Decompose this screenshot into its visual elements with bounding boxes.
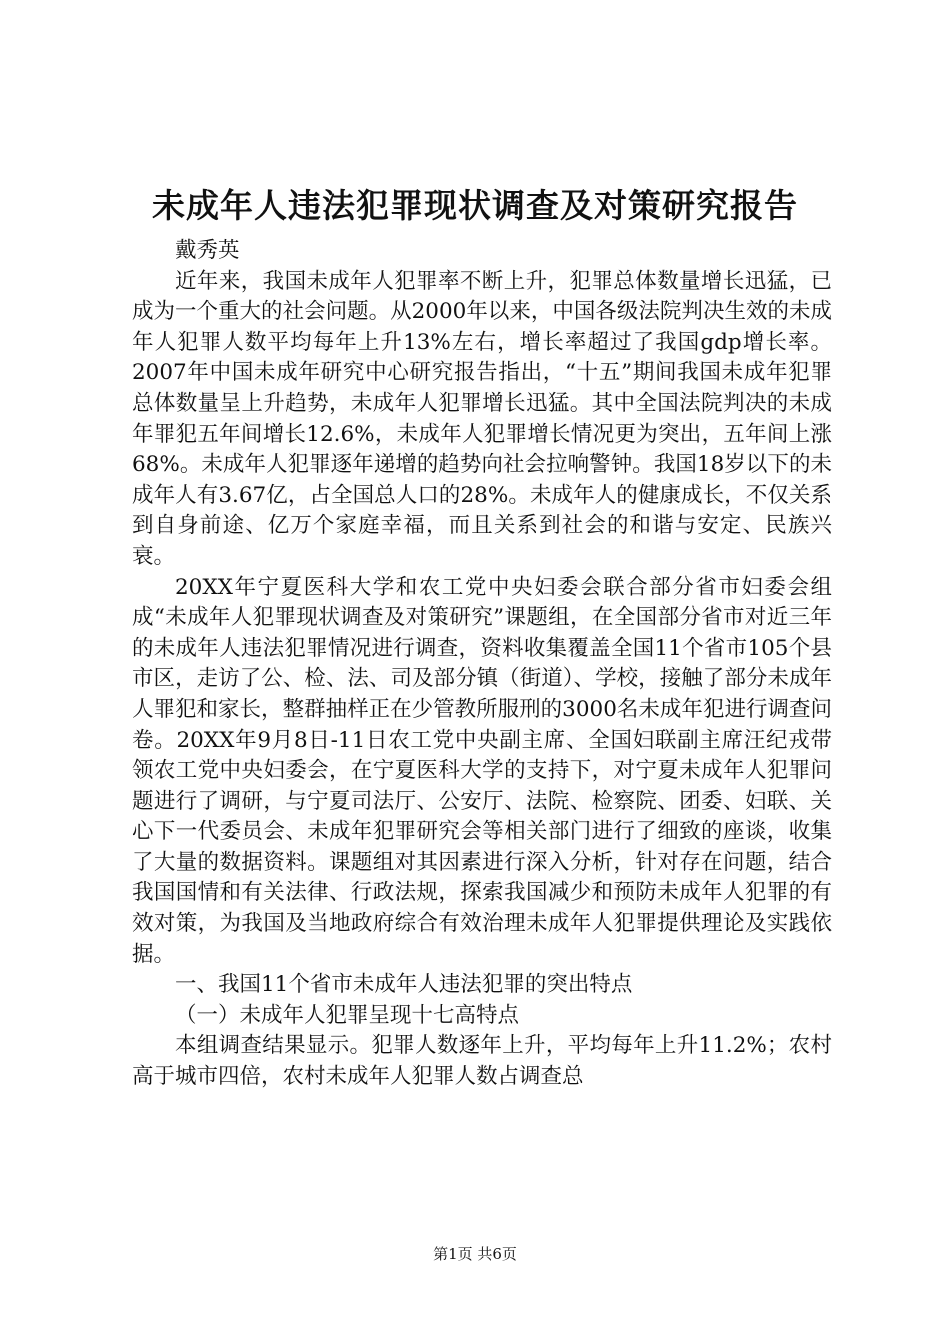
page-indicator: 第1页 共6页 [433,1245,517,1263]
document-body [132,236,832,1093]
paragraph-intro: 近年来，我国未成年人犯罪率不断上升，犯罪总体数量增长迅猛，已成为一个重大的社会问题。从2000年以来，中国各级法院判决生效的未成年人犯罪人数平均每年上升13%左右，增长率超过了我国gdp增长率。2007年中国未成年研究中心研究报告指出，“十五”期间我国未成年犯罪总体数量呈上升趋势，未成年人犯罪增长迅猛。其中全国法院判决的未成年罪犯五年间增长12.6%，未成年人犯罪增长情况更为突出，五年间上涨68%。未成年人犯罪逐年递增的趋势向社会拉响警钟。我国18岁以下的未成年人有3.67亿，占全国总人口的28%。未成年人的健康成长，不仅关系到自身前途、亿万个家庭幸福，而且关系到社会的和谐与安定、民族兴衰。 [132,268,832,569]
paragraph-survey: 20XX年宁夏医科大学和农工党中央妇委会联合部分省市妇委会组成“未成年人犯罪现状调查及对策研究”课题组，在全国部分省市对近三年的未成年人违法犯罪情况进行调查，资料收集覆盖全国11个省市105个县市区，走访了公、检、法、司及部分镇（街道）、学校，接触了部分未成年人罪犯和家长，整群抽样正在少管教所服刑的3000名未成年犯进行调查问卷。20XX年9月8日-11日农工党中央副主席、全国妇联副主席汪纪戎带领农工党中央妇委会，在宁夏医科大学的支持下，对宁夏未成年人犯罪问题进行了调研，与宁夏司法厅、公安厅、法院、检察院、团委、妇联、关心下一代委员会、未成年犯罪研究会等相关部门进行了细致的座谈，收集了大量的数据资料。课题组对其因素进行深入分析，针对存在问题，结合我国国情和有关法律、行政法规，探索我国减少和预防未成年人犯罪的有效对策，为我国及当地政府综合有效治理未成年人犯罪提供理论及实践依据。 [132,574,832,967]
document-title: 未成年人违法犯罪现状调查及对策研究报告 [152,186,798,225]
subsection-heading: （一）未成年人犯罪呈现十七高特点 [175,1002,520,1028]
paragraph-results: 本组调查结果显示。犯罪人数逐年上升，平均每年上升11.2%；农村高于城市四倍，农村未成年人犯罪人数占调查总 [132,1033,832,1090]
section-heading: 一、我国11个省市未成年人违法犯罪的突出特点 [175,972,633,998]
author-name: 戴秀英 [175,238,240,263]
